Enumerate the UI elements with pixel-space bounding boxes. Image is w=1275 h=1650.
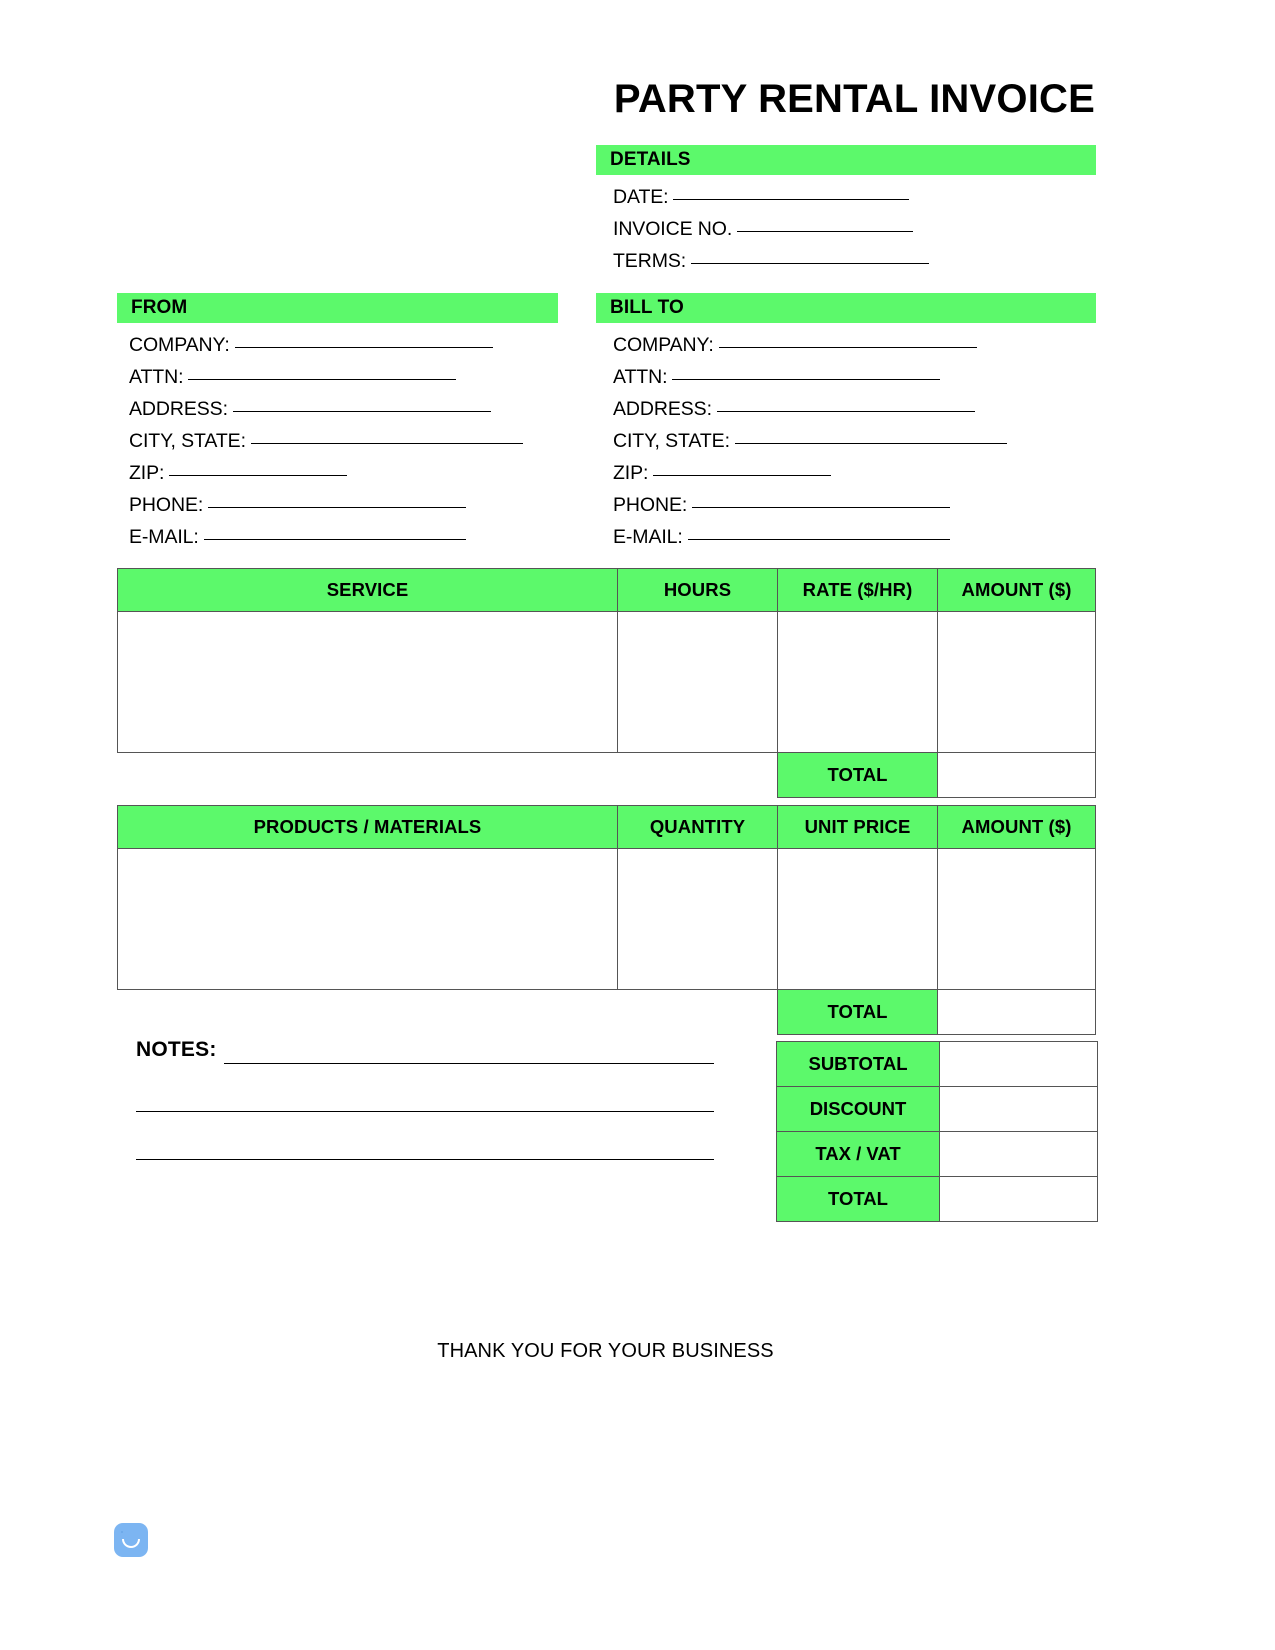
billto-field-company: [613, 329, 977, 361]
products-col-quantity: QUANTITY: [618, 806, 778, 849]
from-field-company: [129, 329, 493, 361]
service-total-value[interactable]: [938, 753, 1096, 798]
products-line-items-table: [117, 805, 1096, 1035]
billto-zip-label: ZIP:: [613, 462, 649, 484]
billto-field-attn: [613, 361, 940, 393]
billto-company-label: COMPANY:: [613, 334, 714, 356]
field-invoice-no: [613, 213, 913, 245]
billto-attn-label: ATTN:: [613, 366, 668, 388]
field-date-label: DATE:: [613, 186, 669, 208]
billto-attn-rule[interactable]: [672, 379, 940, 380]
from-company-label: COMPANY:: [129, 334, 230, 356]
from-attn-label: ATTN:: [129, 366, 184, 388]
service-col-rate: RATE ($/HR): [778, 569, 938, 612]
from-field-zip: [129, 457, 347, 489]
billto-field-city-state: [613, 425, 1007, 457]
section-header-details: DETAILS: [596, 145, 1096, 175]
products-col-amount: AMOUNT ($): [938, 806, 1096, 849]
service-total-label: TOTAL: [778, 753, 938, 798]
billto-field-address: [613, 393, 975, 425]
from-city-state-label: CITY, STATE:: [129, 430, 246, 452]
table-row: [118, 612, 1096, 753]
field-date-rule[interactable]: [673, 199, 909, 200]
service-total-spacer-1: [118, 753, 618, 798]
billto-email-rule[interactable]: [688, 539, 950, 540]
field-terms: [613, 245, 929, 277]
notes-line-3[interactable]: [136, 1159, 714, 1160]
service-cell-rate[interactable]: [778, 612, 938, 753]
summary-row-subtotal: [777, 1042, 1098, 1087]
smiley-logo-icon: [114, 1523, 148, 1557]
billto-field-email: [613, 521, 950, 553]
summary-value-tax[interactable]: [940, 1132, 1098, 1177]
summary-label-discount: DISCOUNT: [777, 1087, 940, 1132]
service-col-amount: AMOUNT ($): [938, 569, 1096, 612]
from-field-city-state: [129, 425, 523, 457]
from-phone-rule[interactable]: [208, 507, 466, 508]
from-email-rule[interactable]: [204, 539, 466, 540]
from-city-state-rule[interactable]: [251, 443, 523, 444]
from-email-label: E-MAIL:: [129, 526, 199, 548]
summary-value-total[interactable]: [940, 1177, 1098, 1222]
billto-zip-rule[interactable]: [653, 475, 831, 476]
service-col-service: SERVICE: [118, 569, 618, 612]
page-title: PARTY RENTAL INVOICE: [613, 77, 1095, 121]
summary-totals-table: [776, 1041, 1098, 1222]
summary-row-discount: [777, 1087, 1098, 1132]
service-total-row: [118, 753, 1096, 798]
from-field-address: [129, 393, 491, 425]
billto-city-state-label: CITY, STATE:: [613, 430, 730, 452]
service-table-header-row: [118, 569, 1096, 612]
field-invoice-no-rule[interactable]: [737, 231, 913, 232]
summary-label-total: TOTAL: [777, 1177, 940, 1222]
service-cell-amount[interactable]: [938, 612, 1096, 753]
field-terms-rule[interactable]: [691, 263, 929, 264]
from-zip-rule[interactable]: [169, 475, 347, 476]
notes-label: NOTES:: [136, 1038, 217, 1061]
products-col-unit-price: UNIT PRICE: [778, 806, 938, 849]
service-cell-hours[interactable]: [618, 612, 778, 753]
logo-smile-arc: [122, 1539, 140, 1548]
billto-field-zip: [613, 457, 831, 489]
billto-email-label: E-MAIL:: [613, 526, 683, 548]
service-col-hours: HOURS: [618, 569, 778, 612]
section-header-bill-to: BILL TO: [596, 293, 1096, 323]
billto-phone-label: PHONE:: [613, 494, 688, 516]
notes-line-2[interactable]: [136, 1111, 714, 1112]
products-col-products: PRODUCTS / MATERIALS: [118, 806, 618, 849]
notes-line-1[interactable]: [224, 1063, 714, 1064]
products-cell-amount[interactable]: [938, 849, 1096, 990]
products-total-label: TOTAL: [778, 990, 938, 1035]
summary-row-total: [777, 1177, 1098, 1222]
from-address-rule[interactable]: [233, 411, 491, 412]
table-row: [118, 849, 1096, 990]
summary-label-subtotal: SUBTOTAL: [777, 1042, 940, 1087]
billto-address-label: ADDRESS:: [613, 398, 712, 420]
summary-row-tax: [777, 1132, 1098, 1177]
billto-field-phone: [613, 489, 950, 521]
products-cell-unit-price[interactable]: [778, 849, 938, 990]
from-company-rule[interactable]: [235, 347, 493, 348]
billto-city-state-rule[interactable]: [735, 443, 1007, 444]
section-header-from: FROM: [117, 293, 558, 323]
summary-value-subtotal[interactable]: [940, 1042, 1098, 1087]
products-total-value[interactable]: [938, 990, 1096, 1035]
billto-company-rule[interactable]: [719, 347, 977, 348]
products-total-spacer-1: [118, 990, 618, 1035]
service-cell-service[interactable]: [118, 612, 618, 753]
summary-value-discount[interactable]: [940, 1087, 1098, 1132]
from-phone-label: PHONE:: [129, 494, 204, 516]
products-cell-quantity[interactable]: [618, 849, 778, 990]
service-total-spacer-2: [618, 753, 778, 798]
billto-phone-rule[interactable]: [692, 507, 950, 508]
from-field-email: [129, 521, 466, 553]
summary-label-tax: TAX / VAT: [777, 1132, 940, 1177]
products-total-spacer-2: [618, 990, 778, 1035]
field-terms-label: TERMS:: [613, 250, 687, 272]
from-zip-label: ZIP:: [129, 462, 165, 484]
from-attn-rule[interactable]: [188, 379, 456, 380]
billto-address-rule[interactable]: [717, 411, 975, 412]
products-total-row: [118, 990, 1096, 1035]
thank-you-note: THANK YOU FOR YOUR BUSINESS: [437, 1340, 774, 1362]
products-cell-product[interactable]: [118, 849, 618, 990]
field-invoice-no-label: INVOICE NO.: [613, 218, 733, 240]
field-date: [613, 181, 909, 213]
service-line-items-table: [117, 568, 1096, 798]
logo-dot: [121, 1531, 123, 1533]
from-field-attn: [129, 361, 456, 393]
products-table-header-row: [118, 806, 1096, 849]
from-address-label: ADDRESS:: [129, 398, 228, 420]
from-field-phone: [129, 489, 466, 521]
